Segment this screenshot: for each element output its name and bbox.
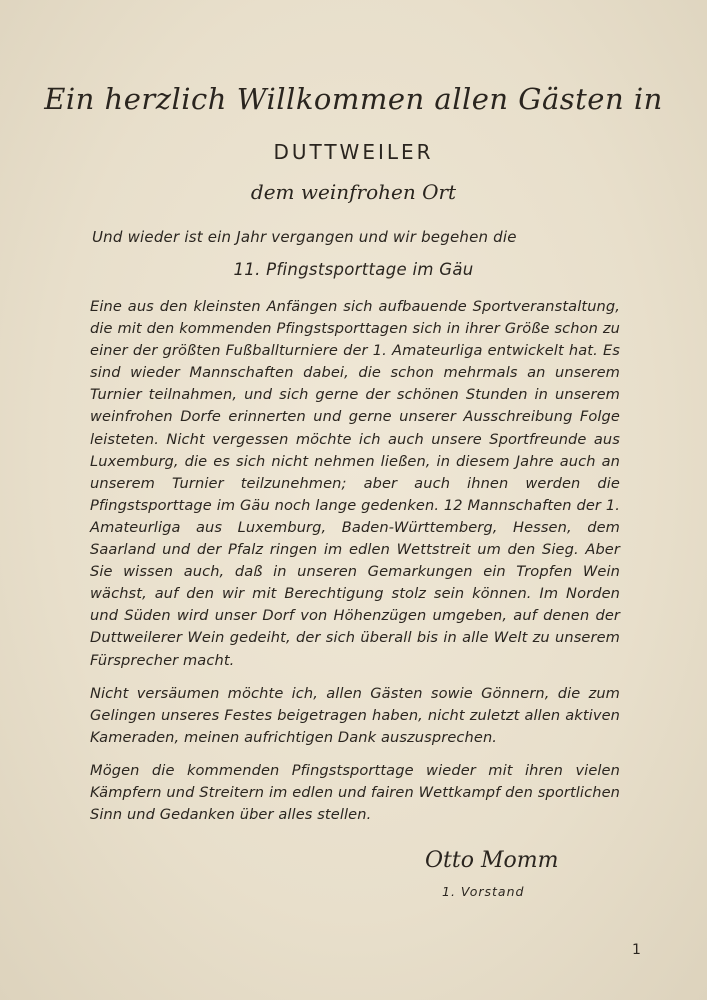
signature-name: Otto Momm: [425, 848, 559, 873]
welcome-headline: Ein herzlich Willkommen allen Gästen in: [44, 82, 663, 116]
paragraph-closing: Mögen die kommenden Pfingstsporttage wieder mit ihren vielen Kämpfern und Streitern im edlen und fairen Wettkampf den sportlichen Sinn und Gedanken über alles stellen.: [90, 762, 620, 824]
page-number: 1: [632, 942, 641, 958]
paragraph-main: Eine aus den kleinsten Anfängen sich aufbauende Sportveranstaltung, die mit den kommenden Pfingstsporttagen sich in ihrer Größe schon zu einer der größten Fußballturniere der 1. Amateurliga entwickelt hat. Es sind wieder Mannschaften dabei, die schon mehrmals an unserem Turnier teilnahmen, und sich gerne der schönen Stunden in unserem weinfrohen Dorfe erinnerten und gerne unserer Ausschreibung Folge leisteten. Nicht vergessen möchte ich auch unsere Sportfreunde aus Luxemburg, die es sich nicht nehmen ließen, in diesem Jahre auch an unserem Turnier teilzunehmen; aber auch ihnen werden die Pfingstsporttage im Gäu noch lange gedenken. 12 Mannschaften der 1. Amateurliga aus Luxemburg, Baden-Württemberg, Hessen, dem Saarland und der Pfalz ringen im edlen Wettstreit um den Sieg. Aber Sie wissen auch, daß in unseren Gemarkungen ein Tropfen Wein wächst, auf den wir mit Berechtigung stolz sein können. Im Norden und Süden wird unser Dorf von Höhenzügen umgeben, auf denen der Duttweilerer Wein gedeiht, der sich überall bis in alle Welt zu unserem Fürsprecher macht.: [90, 298, 620, 669]
intro-line: Und wieder ist ein Jahr vergangen und wir begehen die: [92, 228, 517, 246]
signature-role: 1. Vorstand: [442, 884, 525, 899]
paragraph-thanks: Nicht versäumen möchte ich, allen Gästen sowie Gönnern, die zum Gelingen unseres Festes beigetragen haben, nicht zuletzt allen aktiven Kameraden, meinen aufrichtigen Dank auszusprechen.: [90, 685, 620, 747]
town-subtitle: dem weinfrohen Ort: [250, 180, 457, 204]
town-name: DUTTWEILER: [273, 140, 434, 164]
event-title: 11. Pfingstsporttage im Gäu: [233, 260, 474, 279]
